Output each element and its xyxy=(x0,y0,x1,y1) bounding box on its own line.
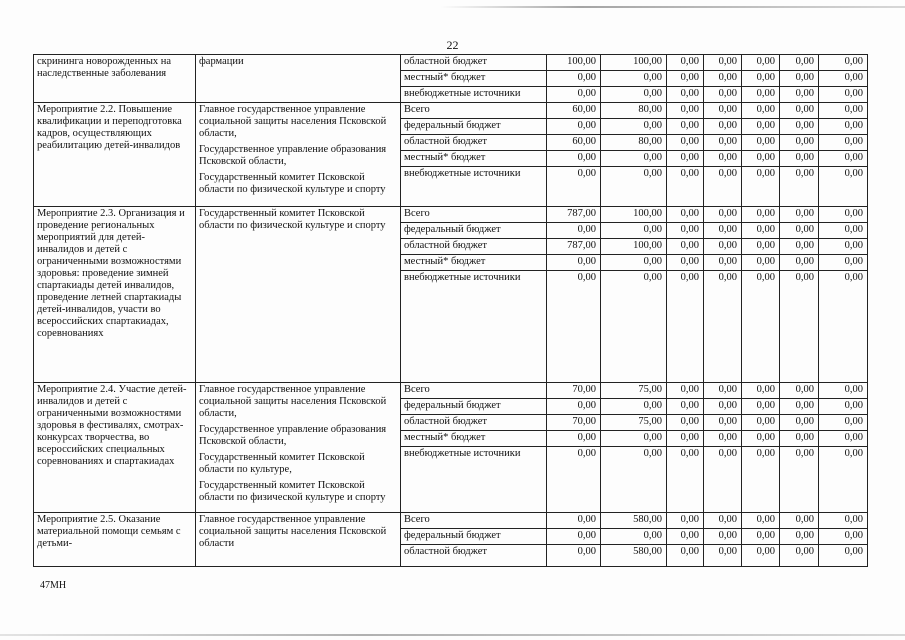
funding-source: местный* бюджет xyxy=(401,255,547,271)
funding-source: областной бюджет xyxy=(401,415,547,431)
amount-cell: 0,00 xyxy=(547,255,601,271)
amount-cell: 0,00 xyxy=(547,223,601,239)
amount-cell: 0,00 xyxy=(601,271,667,383)
amount-cell: 0,00 xyxy=(667,399,704,415)
amount-cell: 0,00 xyxy=(547,167,601,207)
amount-cell: 0,00 xyxy=(667,431,704,447)
amount-cell: 0,00 xyxy=(704,239,742,255)
amount-cell: 75,00 xyxy=(601,383,667,399)
measure-executors xyxy=(196,383,401,513)
amount-cell: 0,00 xyxy=(742,239,780,255)
table-row xyxy=(34,513,868,529)
amount-cell: 0,00 xyxy=(667,529,704,545)
table-row xyxy=(34,383,868,399)
amount-cell: 580,00 xyxy=(601,513,667,529)
amount-cell: 0,00 xyxy=(780,383,819,399)
amount-cell: 0,00 xyxy=(780,255,819,271)
amount-cell: 0,00 xyxy=(667,167,704,207)
amount-cell: 0,00 xyxy=(704,103,742,119)
amount-cell: 0,00 xyxy=(819,223,868,239)
amount-cell: 0,00 xyxy=(819,271,868,383)
amount-cell: 0,00 xyxy=(742,135,780,151)
amount-cell: 100,00 xyxy=(547,55,601,71)
amount-cell: 0,00 xyxy=(547,271,601,383)
executor-name: Государственный комитет Псковской области по культуре, xyxy=(199,452,365,475)
amount-cell: 0,00 xyxy=(819,239,868,255)
amount-cell: 0,00 xyxy=(601,399,667,415)
amount-cell: 0,00 xyxy=(742,167,780,207)
amount-cell: 0,00 xyxy=(547,71,601,87)
amount-cell: 787,00 xyxy=(547,207,601,223)
executor-name: Государственный комитет Псковской области по физической культуре и спорту xyxy=(199,172,386,195)
amount-cell: 0,00 xyxy=(819,529,868,545)
amount-cell: 0,00 xyxy=(780,239,819,255)
amount-cell: 0,00 xyxy=(780,207,819,223)
amount-cell: 0,00 xyxy=(742,513,780,529)
amount-cell: 0,00 xyxy=(547,431,601,447)
amount-cell: 0,00 xyxy=(780,545,819,567)
amount-cell: 0,00 xyxy=(667,223,704,239)
funding-table xyxy=(33,54,868,567)
funding-source: областной бюджет xyxy=(401,239,547,255)
amount-cell: 0,00 xyxy=(601,255,667,271)
amount-cell: 0,00 xyxy=(667,207,704,223)
amount-cell: 0,00 xyxy=(547,151,601,167)
amount-cell: 0,00 xyxy=(819,119,868,135)
amount-cell: 0,00 xyxy=(780,223,819,239)
funding-source: Всего xyxy=(401,103,547,119)
amount-cell: 70,00 xyxy=(547,415,601,431)
measure-executors xyxy=(196,207,401,383)
amount-cell: 0,00 xyxy=(667,513,704,529)
executor-name: Государственный комитет Псковской области по физической культуре и спорту xyxy=(199,480,386,503)
measure-executors xyxy=(196,103,401,207)
amount-cell: 0,00 xyxy=(819,513,868,529)
funding-source: местный* бюджет xyxy=(401,71,547,87)
amount-cell: 0,00 xyxy=(742,87,780,103)
amount-cell: 0,00 xyxy=(704,135,742,151)
amount-cell: 60,00 xyxy=(547,135,601,151)
amount-cell: 0,00 xyxy=(780,167,819,207)
measure-description: Мероприятие 2.4. Участие детей-инвалидов и детей с ограниченными возможностями здоровья в фестивалях, смотрах-конкурсах творчества, во всероссийских специальных соревнованиях и спартакиадах xyxy=(34,383,196,513)
funding-source: областной бюджет xyxy=(401,545,547,567)
funding-source: федеральный бюджет xyxy=(401,119,547,135)
amount-cell: 0,00 xyxy=(704,207,742,223)
amount-cell: 0,00 xyxy=(704,119,742,135)
amount-cell: 0,00 xyxy=(819,71,868,87)
executor-name: Государственный комитет Псковской области по физической культуре и спорту xyxy=(199,208,386,231)
amount-cell: 0,00 xyxy=(704,447,742,513)
amount-cell: 0,00 xyxy=(704,71,742,87)
funding-source: федеральный бюджет xyxy=(401,223,547,239)
amount-cell: 0,00 xyxy=(819,151,868,167)
amount-cell: 0,00 xyxy=(547,87,601,103)
funding-source: внебюджетные источники xyxy=(401,447,547,513)
amount-cell: 0,00 xyxy=(742,383,780,399)
amount-cell: 0,00 xyxy=(742,71,780,87)
amount-cell: 0,00 xyxy=(780,399,819,415)
amount-cell: 0,00 xyxy=(601,447,667,513)
amount-cell: 0,00 xyxy=(704,431,742,447)
amount-cell: 0,00 xyxy=(780,55,819,71)
amount-cell: 0,00 xyxy=(819,87,868,103)
amount-cell: 0,00 xyxy=(742,447,780,513)
executor-name: Государственное управление образования Псковской области, xyxy=(199,144,387,167)
funding-source: областной бюджет xyxy=(401,55,547,71)
executor-name: Государственное управление образования Псковской области, xyxy=(199,424,387,447)
amount-cell: 0,00 xyxy=(601,71,667,87)
amount-cell: 0,00 xyxy=(667,255,704,271)
amount-cell: 0,00 xyxy=(742,207,780,223)
amount-cell: 0,00 xyxy=(601,223,667,239)
amount-cell: 0,00 xyxy=(742,431,780,447)
executor-name: фармации xyxy=(199,56,244,67)
amount-cell: 100,00 xyxy=(601,239,667,255)
amount-cell: 0,00 xyxy=(780,87,819,103)
amount-cell: 0,00 xyxy=(547,447,601,513)
amount-cell: 0,00 xyxy=(819,103,868,119)
amount-cell: 0,00 xyxy=(780,103,819,119)
amount-cell: 0,00 xyxy=(667,239,704,255)
funding-source: внебюджетные источники xyxy=(401,87,547,103)
executor-name: Главное государственное управление социальной защиты населения Псковской области xyxy=(199,514,387,549)
funding-source: местный* бюджет xyxy=(401,431,547,447)
table-row xyxy=(34,55,868,71)
amount-cell: 0,00 xyxy=(819,207,868,223)
amount-cell: 0,00 xyxy=(601,529,667,545)
measure-executors xyxy=(196,55,401,103)
amount-cell: 100,00 xyxy=(601,207,667,223)
funding-source: Всего xyxy=(401,383,547,399)
amount-cell: 0,00 xyxy=(667,447,704,513)
amount-cell: 75,00 xyxy=(601,415,667,431)
amount-cell: 0,00 xyxy=(742,415,780,431)
amount-cell: 0,00 xyxy=(819,135,868,151)
amount-cell: 80,00 xyxy=(601,103,667,119)
table-body xyxy=(34,55,868,567)
page-number: 22 xyxy=(446,38,459,52)
amount-cell: 0,00 xyxy=(819,447,868,513)
amount-cell: 0,00 xyxy=(742,271,780,383)
amount-cell: 0,00 xyxy=(667,55,704,71)
amount-cell: 0,00 xyxy=(601,151,667,167)
funding-source: федеральный бюджет xyxy=(401,399,547,415)
amount-cell: 0,00 xyxy=(742,399,780,415)
amount-cell: 0,00 xyxy=(547,529,601,545)
amount-cell: 0,00 xyxy=(704,545,742,567)
amount-cell: 0,00 xyxy=(780,119,819,135)
amount-cell: 0,00 xyxy=(704,151,742,167)
amount-cell: 0,00 xyxy=(704,415,742,431)
amount-cell: 0,00 xyxy=(742,255,780,271)
amount-cell: 0,00 xyxy=(667,415,704,431)
amount-cell: 0,00 xyxy=(547,513,601,529)
measure-description: Мероприятие 2.2. Повышение квалификации и переподготовка кадров, осуществляющих реабилитацию детей-инвалидов xyxy=(34,103,196,207)
amount-cell: 0,00 xyxy=(780,513,819,529)
measure-description: скрининга новорожденных на наследственные заболевания xyxy=(34,55,196,103)
amount-cell: 0,00 xyxy=(601,119,667,135)
funding-source: внебюджетные источники xyxy=(401,167,547,207)
amount-cell: 0,00 xyxy=(704,55,742,71)
amount-cell: 0,00 xyxy=(819,255,868,271)
scan-artifact-top xyxy=(440,6,905,8)
amount-cell: 0,00 xyxy=(819,399,868,415)
amount-cell: 787,00 xyxy=(547,239,601,255)
amount-cell: 0,00 xyxy=(667,383,704,399)
amount-cell: 0,00 xyxy=(667,545,704,567)
amount-cell: 0,00 xyxy=(667,151,704,167)
amount-cell: 0,00 xyxy=(742,119,780,135)
amount-cell: 0,00 xyxy=(547,545,601,567)
amount-cell: 0,00 xyxy=(601,167,667,207)
measure-description: Мероприятие 2.5. Оказание материальной помощи семьям с детьми- xyxy=(34,513,196,567)
amount-cell: 0,00 xyxy=(742,529,780,545)
amount-cell: 0,00 xyxy=(780,431,819,447)
amount-cell: 0,00 xyxy=(704,271,742,383)
amount-cell: 60,00 xyxy=(547,103,601,119)
amount-cell: 0,00 xyxy=(742,151,780,167)
funding-source: местный* бюджет xyxy=(401,151,547,167)
amount-cell: 580,00 xyxy=(601,545,667,567)
amount-cell: 100,00 xyxy=(601,55,667,71)
amount-cell: 0,00 xyxy=(667,71,704,87)
scan-artifact-bottom xyxy=(0,634,905,636)
amount-cell: 0,00 xyxy=(780,271,819,383)
amount-cell: 0,00 xyxy=(780,135,819,151)
amount-cell: 0,00 xyxy=(819,167,868,207)
amount-cell: 0,00 xyxy=(601,431,667,447)
footer-code: 47МН xyxy=(40,580,67,591)
amount-cell: 0,00 xyxy=(704,223,742,239)
measure-executors xyxy=(196,513,401,567)
amount-cell: 0,00 xyxy=(667,271,704,383)
amount-cell: 0,00 xyxy=(601,87,667,103)
amount-cell: 0,00 xyxy=(547,399,601,415)
amount-cell: 0,00 xyxy=(704,399,742,415)
amount-cell: 0,00 xyxy=(780,529,819,545)
funding-source: Всего xyxy=(401,513,547,529)
amount-cell: 0,00 xyxy=(819,545,868,567)
amount-cell: 70,00 xyxy=(547,383,601,399)
amount-cell: 0,00 xyxy=(819,415,868,431)
amount-cell: 0,00 xyxy=(819,383,868,399)
executor-name: Главное государственное управление социальной защиты населения Псковской области, xyxy=(199,384,387,419)
amount-cell: 0,00 xyxy=(780,447,819,513)
amount-cell: 0,00 xyxy=(780,151,819,167)
amount-cell: 0,00 xyxy=(547,119,601,135)
funding-source: областной бюджет xyxy=(401,135,547,151)
amount-cell: 0,00 xyxy=(704,87,742,103)
table-row xyxy=(34,103,868,119)
funding-source: Всего xyxy=(401,207,547,223)
amount-cell: 0,00 xyxy=(704,529,742,545)
amount-cell: 0,00 xyxy=(704,167,742,207)
funding-source: внебюджетные источники xyxy=(401,271,547,383)
amount-cell: 0,00 xyxy=(780,415,819,431)
amount-cell: 0,00 xyxy=(667,103,704,119)
table-row xyxy=(34,207,868,223)
funding-source: федеральный бюджет xyxy=(401,529,547,545)
amount-cell: 0,00 xyxy=(780,71,819,87)
amount-cell: 0,00 xyxy=(742,545,780,567)
amount-cell: 0,00 xyxy=(704,383,742,399)
amount-cell: 0,00 xyxy=(819,55,868,71)
amount-cell: 0,00 xyxy=(667,119,704,135)
measure-description: Мероприятие 2.3. Организация и проведение региональных мероприятий для детей-инвалидов и детей с ограниченными возможностями здоровья: проведение зимней спартакиады детей инвалидов, проведение летней спартакиады детей-инвалидов, участи во всероссийских спартакиадах, соревнованиях xyxy=(34,207,196,383)
amount-cell: 0,00 xyxy=(704,513,742,529)
amount-cell: 80,00 xyxy=(601,135,667,151)
amount-cell: 0,00 xyxy=(819,431,868,447)
amount-cell: 0,00 xyxy=(742,103,780,119)
amount-cell: 0,00 xyxy=(704,255,742,271)
amount-cell: 0,00 xyxy=(742,55,780,71)
amount-cell: 0,00 xyxy=(742,223,780,239)
amount-cell: 0,00 xyxy=(667,87,704,103)
executor-name: Главное государственное управление социальной защиты населения Псковской области, xyxy=(199,104,387,139)
amount-cell: 0,00 xyxy=(667,135,704,151)
